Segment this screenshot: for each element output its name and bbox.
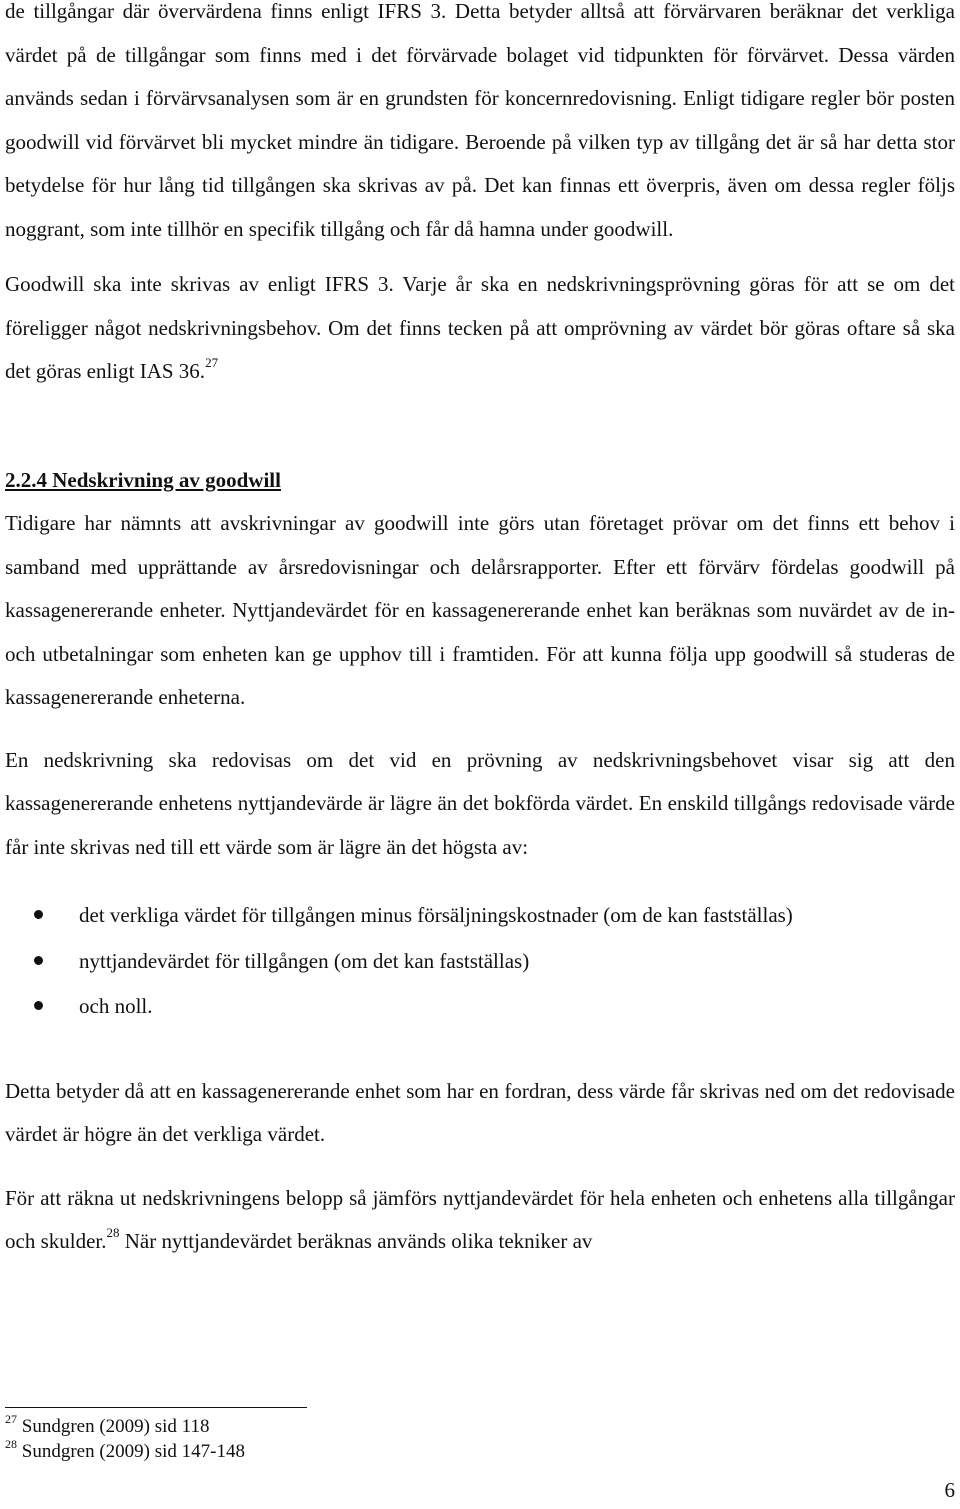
paragraph-calculation: För att räkna ut nedskrivningens belopp så jämförs nyttjandevärdet för hela enheten och enhetens alla tillgångar och skulder.$^{28}$ När nyttjandevärdet beräknas används olika tekniker av: [5, 1185, 955, 1253]
footnotes: [5, 1411, 245, 1464]
list-item: nyttjandevärdet för tillgången (om det kan fastställas): [5, 939, 955, 985]
footnote-ref-28[interactable]: 28: [106, 1225, 120, 1240]
paragraph-impairment-recognition: En nedskrivning ska redovisas om det vid en prövning av nedskrivningsbehovet visar sig att den kassagenererande enhetens nyttjandevärde är lägre än det bokförda värdet. En enskild tillgångs redovisade värde får inte skrivas ned till ett värde som är lägre än det högsta av:: [5, 747, 955, 859]
list-item: det verkliga värdet för tillgången minus försäljningskostnader (om de kan fastställas): [5, 893, 955, 939]
paragraph-intro: de tillgångar där övervärdena finns enligt IFRS 3. Detta betyder alltså att förvärvaren beräknar det verkliga värdet på de tillgångar som finns med i det förvärvade bolaget vid tidpunkten för förvärvet. Dessa värden används sedan i förvärvsanalysen som är en grundsten för koncernredovisning. Enligt tidigare regler bör posten goodwill vid förvärvet bli mycket mindre än tidigare. Beroende på vilken typ av tillgång det är så har detta stor betydelse för hur lång tid tillgången ska skrivas av på. Det kan finnas ett överpris, även om dessa regler följs noggrant, som inte tillhör en specifik tillgång och får då hamna under goodwill.: [5, 0, 955, 241]
page-number: 6: [944, 1478, 955, 1502]
bullet-list: [5, 893, 955, 1030]
footnote-27: $^{27}$ Sundgren (2009) sid 118: [5, 1411, 210, 1437]
paragraph-goodwill-ifrs: Goodwill ska inte skrivas av enligt IFRS 3. Varje år ska en nedskrivningsprövning göras för att se om det föreligger något nedskrivningsbehov. Om det finns tecken på att omprövning av värdet bör göras oftare så ska det göras enligt IAS 36.27: [5, 272, 955, 383]
paragraph-receivable: Detta betyder då att en kassagenererande enhet som har en fordran, dess värde får skrivas ned om det redovisade värdet är högre än det verkliga värdet.: [5, 1078, 955, 1146]
section-heading: 2.2.4 Nedskrivning av goodwill: [5, 467, 281, 492]
paragraph-impairment-test: Tidigare har nämnts att avskrivningar av goodwill inte görs utan företaget prövar om det finns ett behov i samband med upprättande av årsredovisningar och delårsrapporter. Efter ett förvärv fördelas goodwill på kassagenererande enheter. Nyttjandevärdet för en kassagenererande enhet kan beräknas som nuvärdet av de in- och utbetalningar som enheten kan ge upphov till i framtiden. För att kunna följa upp goodwill så studeras de kassagenererande enheterna.: [5, 511, 955, 709]
footnote-28: $^{28}$ Sundgren (2009) sid 147-148: [5, 1436, 245, 1462]
footnote-ref-27[interactable]: 27: [205, 355, 219, 370]
list-item: och noll.: [5, 984, 955, 1030]
footnote-separator: [5, 1407, 307, 1408]
document-page: [5, 0, 955, 1264]
